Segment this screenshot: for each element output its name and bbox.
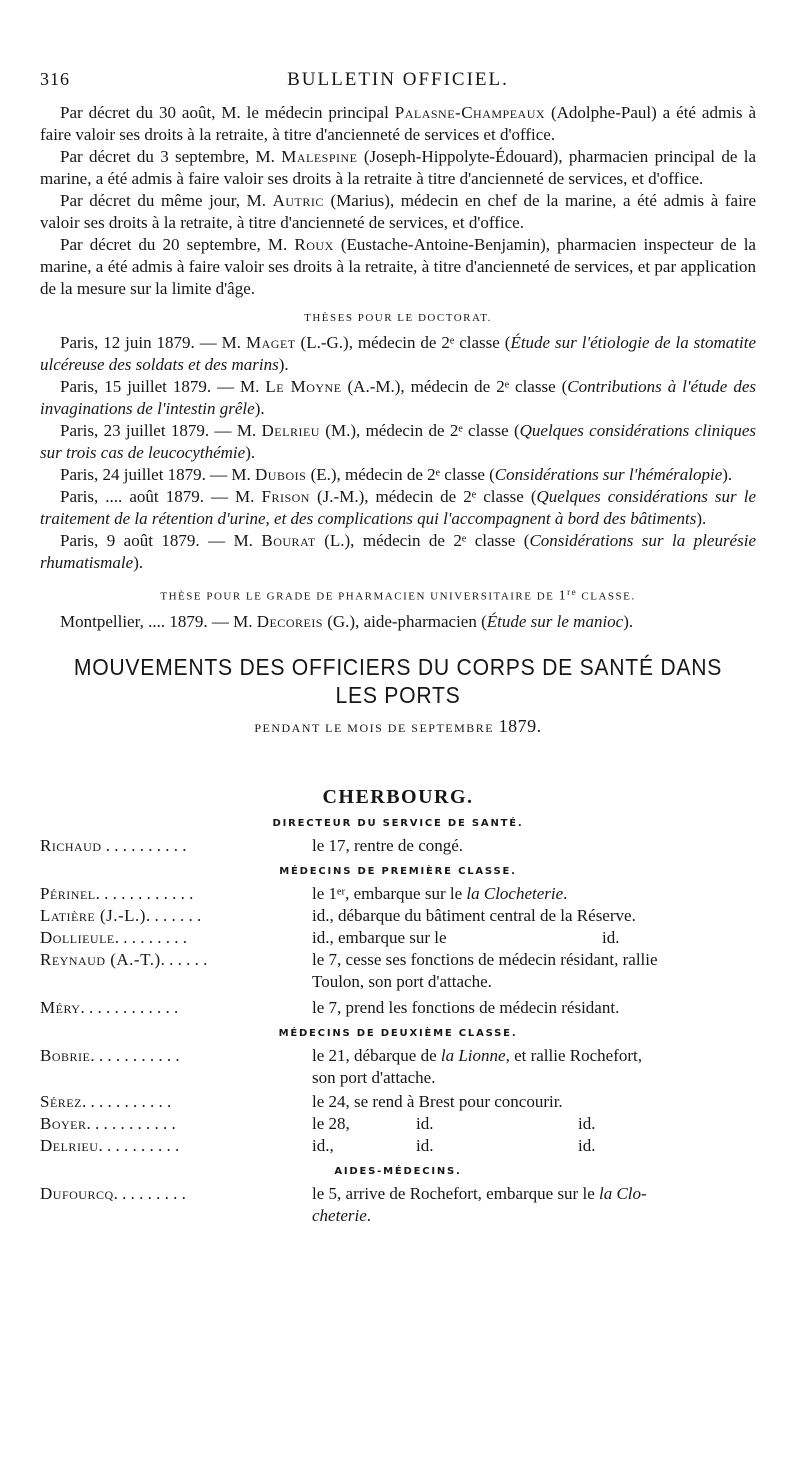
movement-text: id., débarque du bâtiment central de la Réserve.: [312, 905, 636, 925]
thesis-end: ).: [245, 443, 256, 462]
page-number: 316: [40, 69, 70, 89]
thesis-grade: (A.-M.), médecin de 2ᵉ classe (: [341, 377, 568, 396]
pharmacien-heading-text: THÈSE POUR LE GRADE DE PHARMACIEN UNIVERSITAIRE DE: [160, 590, 559, 603]
decree-text: (Adolphe-Paul) a été admis à faire valoir ses droits à la retraite, à titre d'ancienneté de services et d'office.: [40, 103, 757, 144]
thesis-grade: (L.-G.), médecin de 2ᵉ classe (: [295, 333, 511, 352]
movement-text-continued: Toulon, son port d'attache.: [312, 971, 492, 991]
movement-text-end: .: [366, 1205, 371, 1225]
decree-intro: Par décret du 20 septembre, M.: [60, 235, 295, 254]
officer-name-text: Bobrie: [40, 1045, 91, 1065]
movement-text: [312, 1183, 756, 1227]
section-heading: MÉDECINS DE PREMIÈRE CLASSE.: [279, 865, 517, 877]
leader-dots: . . . . . . . . . .: [101, 835, 187, 855]
decree-text: (Eustache-Antoine-Benjamin), pharmacien inspecteur de la marine, a été admis à faire valoir ses droits à la retraite, à titre d'ancienneté de services, et par application de la mesure sur la limite d'âge.: [40, 235, 756, 298]
decree-name: Roux: [294, 235, 334, 254]
pharmacien-heading-number: 1: [558, 588, 568, 604]
decree-paragraph: [40, 146, 756, 190]
movement-text-main: le 1ᵉʳ, embarque sur le: [312, 883, 467, 903]
thesis-title: Considérations sur la pleurésie rhumatismale: [40, 531, 756, 572]
decree-name: Malespine: [281, 147, 358, 166]
officer-name-text: Delrieu: [40, 1135, 99, 1155]
officer-name-text: Latière (J.-L.): [40, 905, 146, 925]
officer-name: [40, 1135, 312, 1157]
decree-paragraph: [40, 190, 756, 234]
officer-name: [40, 835, 312, 857]
thesis-end: ).: [722, 465, 733, 484]
thesis-entry: [40, 464, 756, 486]
movement-text-main: le 7, cesse ses fonctions de médecin résidant, rallie: [312, 949, 658, 969]
officer-name: [40, 927, 312, 949]
movement-text: [312, 883, 756, 905]
movement-text: le 24, se rend à Brest pour concourir.: [312, 1091, 563, 1111]
leader-dots: . . . . . . . . . . .: [90, 1045, 180, 1065]
leader-dots: . . . . . . . . . . .: [86, 1113, 176, 1133]
movement-date: id.,: [312, 1135, 334, 1155]
thesis-author: Dubois: [255, 465, 307, 484]
pharmacien-heading-end: CLASSE.: [577, 590, 636, 603]
officer-name-text: Richaud: [40, 835, 102, 855]
movement-text-end: .: [563, 883, 568, 903]
page-header: [40, 68, 756, 98]
decree-paragraph: [40, 102, 756, 146]
running-title: BULLETIN OFFICIEL.: [287, 69, 509, 90]
officer-name: [40, 905, 312, 927]
thesis-end: ).: [278, 355, 289, 374]
mouvements-subtitle-text: PENDANT LE MOIS DE SEPTEMBRE: [254, 720, 495, 735]
mouvements-year: 1879.: [498, 715, 542, 736]
movement-text: [312, 1113, 756, 1135]
pharmacien-heading: [40, 584, 756, 605]
ship-name: la Clo-: [599, 1183, 647, 1203]
ditto-mark: id.: [416, 1135, 434, 1155]
section-heading: MÉDECINS DE DEUXIÈME CLASSE.: [278, 1027, 518, 1039]
ditto-mark: id.: [602, 927, 620, 947]
officer-name-text: Sérez: [40, 1091, 82, 1111]
movement-row: [40, 883, 756, 905]
ship-name-continued: cheterie: [312, 1205, 367, 1225]
thesis-lead: Montpellier, .... 1879. — M.: [60, 611, 257, 631]
thesis-end: ).: [696, 509, 707, 528]
thesis-entry: [40, 530, 756, 574]
movement-row: [40, 949, 756, 993]
movement-row: [40, 1135, 756, 1157]
movement-text: le 17, rentre de congé.: [312, 835, 464, 855]
thesis-entry: [40, 376, 756, 420]
theses-heading: THÈSES POUR LE DOCTORAT.: [304, 312, 492, 324]
ditto-mark: id.: [578, 1113, 596, 1133]
pharmacien-heading-sup: re: [567, 587, 578, 597]
thesis-title: Contributions à l'étude des invaginations de l'intestin grêle: [40, 377, 756, 418]
thesis-lead: Paris, 15 juillet 1879. — M.: [60, 377, 266, 396]
movement-text-main: le 5, arrive de Rochefort, embarque sur le: [312, 1183, 599, 1203]
thesis-title: Étude sur le manioc: [486, 611, 624, 631]
decree-paragraph: [40, 234, 756, 300]
movement-text: [312, 1135, 756, 1157]
thesis-author: Frison: [261, 487, 310, 506]
thesis-title: Quelques considérations cliniques sur trois cas de leucocythémie: [40, 421, 756, 462]
decree-intro: Par décret du même jour, M.: [60, 191, 273, 210]
officer-name: [40, 997, 312, 1019]
thesis-entry: [40, 486, 756, 530]
decree-name: Autric: [272, 191, 324, 210]
thesis-grade: (L.), médecin de 2ᵉ classe (: [315, 531, 530, 550]
ship-name: la Clocheterie: [466, 883, 564, 903]
section-heading: AIDES-MÉDECINS.: [334, 1165, 462, 1177]
thesis-entry: [40, 332, 756, 376]
leader-dots: . . . . . . . . . . . .: [95, 883, 194, 903]
leader-dots: . . . . . . . . . . .: [81, 1091, 172, 1111]
thesis-lead: Paris, 9 août 1879. — M.: [60, 531, 262, 550]
thesis-entry: [40, 420, 756, 464]
mouvements-title: MOUVEMENTS DES OFFICIERS DU CORPS DE SANTÉ DANS LES PORTS: [73, 653, 723, 708]
thesis-title: Considérations sur l'héméralopie: [494, 465, 723, 484]
decree-intro: Par décret du 3 septembre, M.: [60, 147, 282, 166]
movement-row: [40, 835, 756, 857]
ditto-mark: id.: [578, 1135, 596, 1155]
officer-name: [40, 1183, 312, 1205]
thesis-author: Bourat: [261, 531, 316, 550]
thesis-author: Le Moyne: [265, 377, 342, 396]
movement-text-main: id., embarque sur le: [312, 927, 447, 947]
thesis-title: Quelques considérations sur le traitement de la rétention d'urine, et des complications qui l'accompagnent à bord des bâtiments: [40, 487, 756, 528]
port-heading: CHERBOURG.: [322, 785, 474, 808]
decree-intro: Par décret du 30 août, M. le médecin principal: [60, 103, 395, 122]
thesis-lead: Paris, 23 juillet 1879. — M.: [60, 421, 262, 440]
ship-name: la Lionne: [440, 1045, 506, 1065]
movement-text-end: , et rallie Rochefort,: [505, 1045, 642, 1065]
officer-name: [40, 1045, 312, 1067]
officer-name: [40, 883, 312, 905]
movement-row: [40, 905, 756, 927]
decree-text: (Marius), médecin en chef de la marine, a été admis à faire valoir ses droits à la retraite, à titre d'ancienneté de services, et d'office.: [40, 191, 756, 232]
decrees: [40, 102, 756, 300]
movement-row: [40, 927, 756, 949]
movement-text: le 7, prend les fonctions de médecin résidant.: [312, 997, 620, 1017]
movement-text-main: le 21, débarque de: [312, 1045, 441, 1065]
leader-dots: . . . . . . . . .: [113, 1183, 186, 1203]
thesis-author: Maget: [246, 333, 296, 352]
thesis-lead: Paris, 12 juin 1879. — M.: [60, 333, 246, 352]
leader-dots: . . . . . .: [160, 949, 208, 969]
thesis-grade: (J.-M.), médecin de 2ᵉ classe (: [309, 487, 537, 506]
movement-date: le 28,: [312, 1113, 350, 1133]
officer-name-text: Reynaud (A.-T.): [40, 949, 161, 969]
thesis-end: ).: [133, 553, 144, 572]
thesis-author: Delrieu: [261, 421, 320, 440]
decree-name: Palasne-Champeaux: [394, 103, 546, 122]
thesis-grade: (G.), aide-pharmacien (: [322, 611, 487, 631]
movement-row: [40, 1183, 756, 1227]
movement-row: [40, 1045, 756, 1089]
thesis-lead: Paris, .... août 1879. — M.: [60, 487, 262, 506]
thesis-grade: (M.), médecin de 2ᵉ classe (: [319, 421, 520, 440]
officer-name: [40, 1091, 312, 1113]
movement-row: [40, 997, 756, 1019]
thesis-title: Étude sur l'étiologie de la stomatite ulcéreuse des soldats et des marins: [40, 333, 757, 374]
movement-text-continued: son port d'attache.: [312, 1067, 436, 1087]
leader-dots: . . . . . . .: [145, 905, 202, 925]
movement-text: [312, 949, 756, 993]
officer-name-text: Dufourcq: [40, 1183, 114, 1203]
leader-dots: . . . . . . . . . . . .: [80, 997, 179, 1017]
thesis-lead: Paris, 24 juillet 1879. — M.: [60, 465, 256, 484]
officer-name: [40, 1113, 312, 1135]
ditto-mark: id.: [416, 1113, 434, 1133]
movement-text: [312, 927, 756, 949]
section-heading: DIRECTEUR DU SERVICE DE SANTÉ.: [272, 817, 524, 829]
officer-name-text: Dollieule: [40, 927, 115, 947]
leader-dots: . . . . . . . . .: [114, 927, 188, 947]
pharmacien-thesis: [40, 611, 756, 633]
movement-row: [40, 1091, 756, 1113]
theses-list: [40, 332, 756, 574]
officer-name-text: Méry: [40, 997, 81, 1017]
decree-text: (Joseph-Hippolyte-Édouard), pharmacien principal de la marine, a été admis à faire valoir ses droits à la retraite à titre d'ancienneté de services, et d'office.: [40, 147, 756, 188]
movement-row: [40, 1113, 756, 1135]
thesis-end: ).: [254, 399, 265, 418]
officer-name-text: Boyer: [40, 1113, 87, 1133]
mouvements-subtitle: [40, 717, 756, 737]
thesis-author: Decoreis: [256, 611, 323, 631]
officer-name-text: Périnel: [40, 883, 96, 903]
officer-name: [40, 949, 312, 971]
leader-dots: . . . . . . . . . .: [98, 1135, 180, 1155]
thesis-grade: (E.), médecin de 2ᵉ classe (: [306, 465, 495, 484]
movement-text: [312, 1045, 756, 1089]
thesis-end: ).: [623, 611, 634, 631]
